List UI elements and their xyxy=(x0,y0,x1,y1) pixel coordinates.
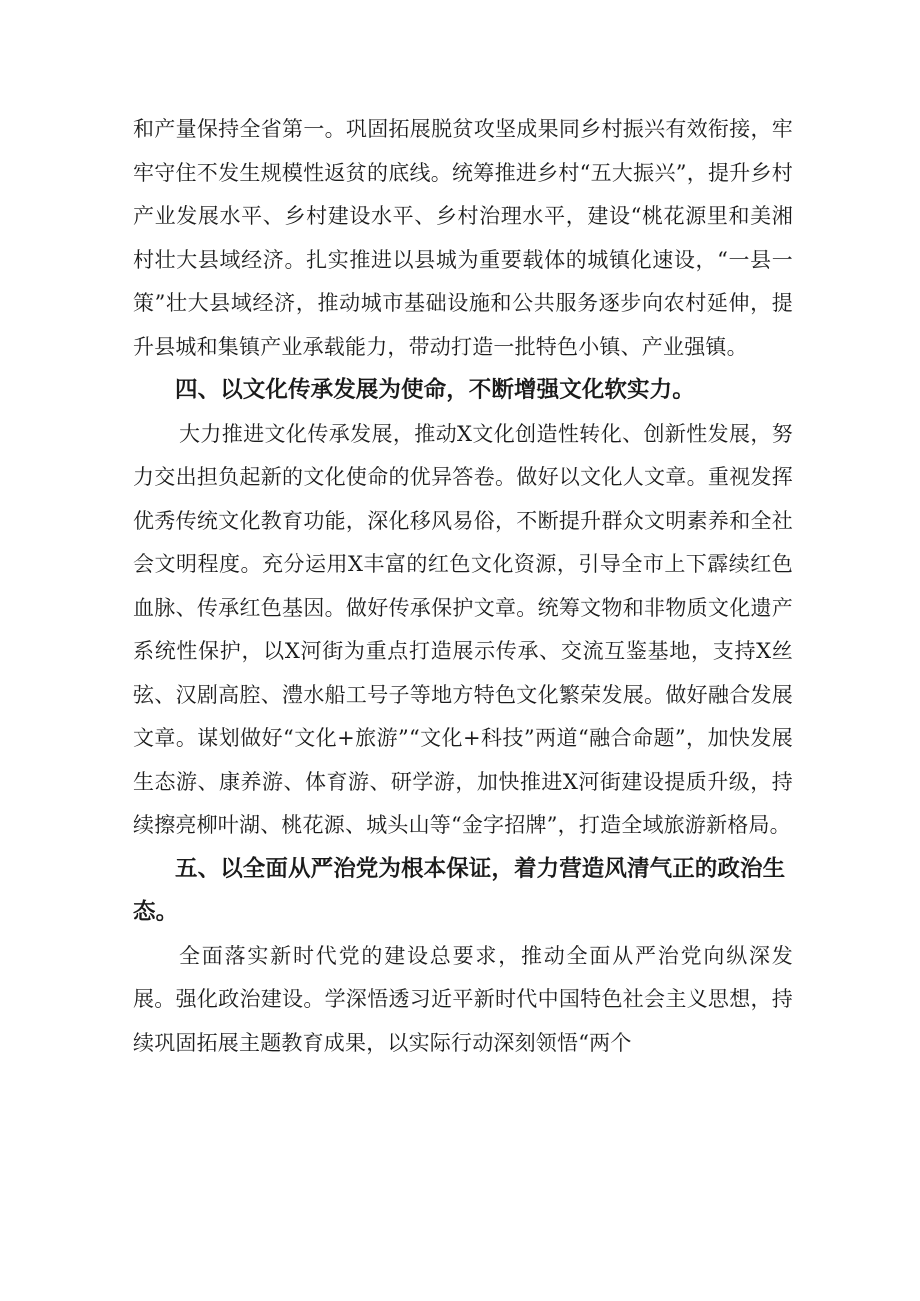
body-paragraph-culture: 大力推进文化传承发展，推动X文化创造性转化、创新性发展，努力交出担负起新的文化使命的优异答卷。做好以文化人文章。重视发挥优秀传统文化教育功能，深化移风易俗，不断提升群众文明素养和全社会文明程度。充分运用X丰富的红色文化资源，引导全市上下霹续红色血脉、传承红色基因。做好传承保护文章。统筹文物和非物质文化遗产系统性保护，以X河街为重点打造展示传承、交流互鉴基地，支持X丝弦、汉剧高腔、澧水船工号子等地方特色文化繁荣发展。做好融合发展文章。谋划做好“文化+旅游”“文化+科技”两道“融合命题”，加快发展生态游、康养游、体育游、研学游，加快推进X河街建设提质升级，持续擦亮柳叶湖、桃花源、城头山等“金字招牌”，打造全域旅游新格局。 xyxy=(133,421,793,837)
section-heading-5: 五、以全面从严治党为根本保证，着力营造风清气正的政治生态。 xyxy=(133,855,786,925)
document-body xyxy=(133,108,793,1065)
body-paragraph-continued: 和产量保持全省第一。巩固拓展脱贫攻坚成果同乡村振兴有效衔接，牢牢守住不发生规模性返贫的底线。统筹推进乡村“五大振兴”，提升乡村产业发展水平、乡村建设水平、乡村治理水平，建设“桃花源里和美湘村壮大县域经济。扎实推进以县城为重要载体的城镇化速设，“一县一策”壮大县域经济，推动城市基础设施和公共服务逐步向农村延伸，提升县城和集镇产业承载能力，带动打造一批特色小镇、产业强镇。 xyxy=(133,117,793,359)
body-paragraph-party-building: 全面落实新时代党的建设总要求，推动全面从严治党向纵深发展。强化政治建设。学深悟透习近平新时代中国特色社会主义思想，持续巩固拓展主题教育成果，以实际行动深刻领悟“两个 xyxy=(133,943,793,1055)
section-heading-4: 四、以文化传承发展为使命，不断增强文化软实力。 xyxy=(175,377,695,403)
